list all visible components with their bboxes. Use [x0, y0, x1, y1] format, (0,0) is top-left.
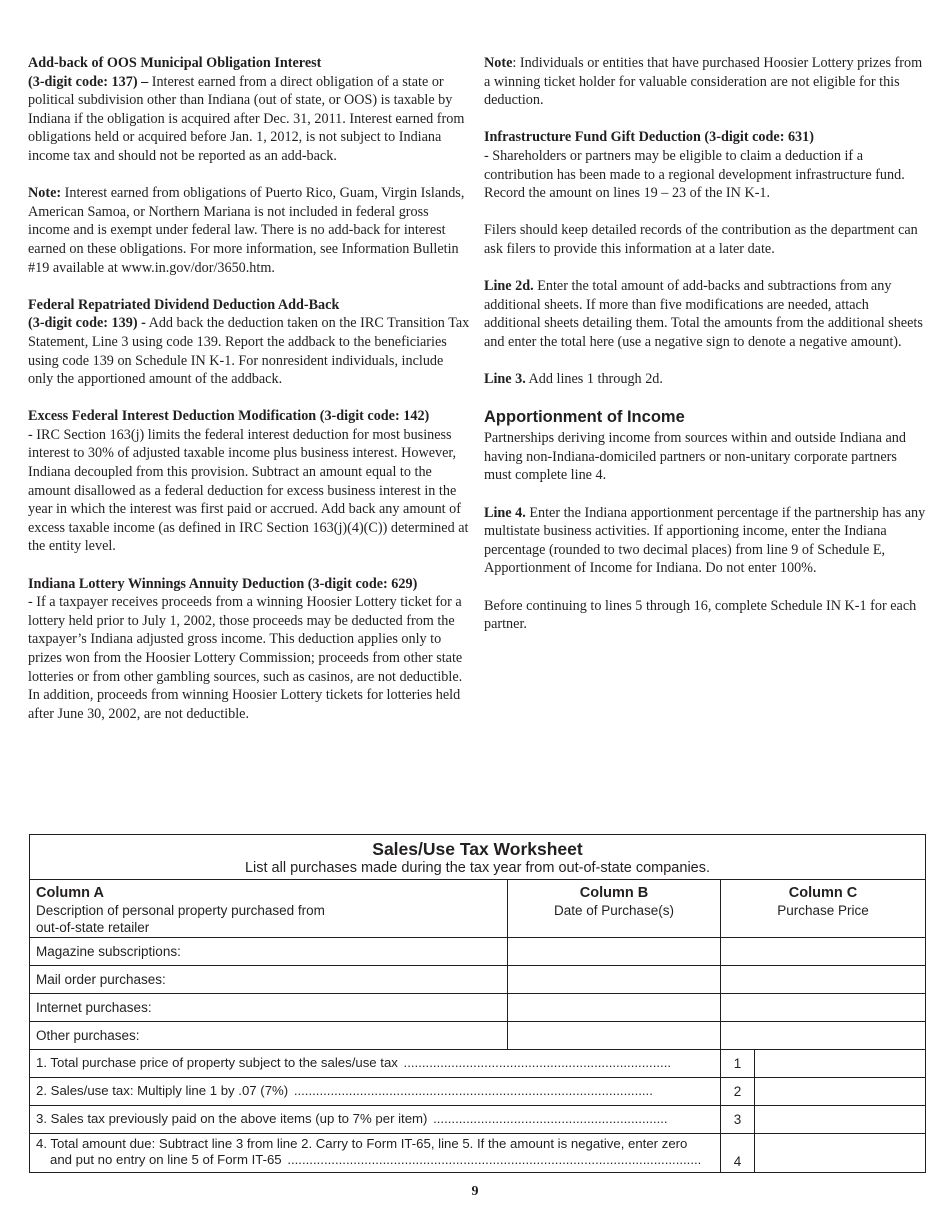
column-b-header — [508, 880, 721, 937]
leader-dots: ......................................................................... — [399, 1055, 672, 1070]
purchase-price-field[interactable] — [721, 966, 925, 993]
before-continuing-text: Before continuing to lines 5 through 16, complete Schedule IN K-1 for each partner. — [484, 597, 917, 633]
line-description — [30, 1134, 721, 1172]
worksheet-subtitle: List all purchases made during the tax year from out-of-state companies. — [244, 860, 711, 876]
purchase-date-field[interactable] — [508, 994, 721, 1021]
line-description — [30, 1078, 721, 1105]
purchase-date-field[interactable] — [508, 938, 721, 965]
line-number: 4 — [721, 1134, 755, 1172]
purchase-row-internet — [30, 994, 925, 1022]
purchase-row-other — [30, 1022, 925, 1050]
line-2-text: 2. Sales/use tax: Multiply line 1 by .07 (7%) — [36, 1083, 289, 1098]
note-label: Note — [484, 55, 513, 71]
column-c-title: Column C — [788, 885, 858, 901]
line-4-section — [484, 504, 926, 578]
repatriated-code: (3-digit code: 139) - — [28, 315, 146, 332]
purchase-price-field[interactable] — [721, 994, 925, 1021]
column-b-title: Column B — [579, 885, 649, 901]
infrastructure-section — [484, 128, 926, 202]
line-3-section — [484, 370, 926, 389]
repatriated-text: Add back the deduction taken on the IRC Transition Tax Statement, Line 3 using code 139. Report the addback to the beneficiaries using code 139 on Schedule IN K-1. For nonresident individuals, include only the apportioned amount of the addback. — [28, 315, 470, 388]
excess-interest-text: - IRC Section 163(j) limits the federal interest deduction for most business interest to 30% of adjusted taxable income plus business interest. However, Indiana decoupled from this provision. Subtract an amount equal to the amount disallowed as a federal deduction for excess business interest in the year in which the interest was first paid or accrued. Add back any amount of excess taxable income (as defined in IRC Section 163(j)(4)(C)) determined at the entity level. — [28, 426, 469, 555]
line-2-amount-field[interactable] — [755, 1078, 925, 1105]
line-description — [30, 1050, 721, 1077]
line-number: 1 — [721, 1050, 755, 1077]
oos-heading: Add-back of OOS Municipal Obligation Interest — [28, 55, 322, 71]
column-c-header — [721, 880, 925, 937]
apportionment-heading: Apportionment of Income — [484, 408, 685, 427]
lottery-section — [28, 575, 470, 724]
apportionment-text: Partnerships deriving income from sources within and outside Indiana and having non-Indiana-domiciled partners or non-unitary corporate partners must complete line 4. — [484, 430, 906, 484]
repatriated-heading: Federal Repatriated Dividend Deduction Add-Back — [28, 296, 340, 313]
purchase-label: Internet purchases: — [30, 994, 508, 1021]
column-c-desc: Purchase Price — [777, 903, 869, 918]
repatriated-section — [28, 296, 470, 389]
line-3-text: 3. Sales tax previously paid on the above items (up to 7% per item) — [36, 1111, 428, 1126]
line-2d-label: Line 2d. — [484, 278, 534, 295]
line-4-text-2: and put no entry on line 5 of Form IT-65 — [36, 1152, 284, 1168]
line-3-label: Line 3. — [484, 371, 526, 388]
column-header-row — [30, 880, 925, 938]
line-3-amount-field[interactable] — [755, 1106, 925, 1133]
purchase-date-field[interactable] — [508, 1022, 721, 1049]
note-text: : Individuals or entities that have purchased Hoosier Lottery prizes from a winning ticket holder for valuable consideration are not eligible for this deduction. — [484, 55, 923, 109]
purchase-row-magazine — [30, 938, 925, 966]
purchase-price-field[interactable] — [721, 1022, 925, 1049]
lottery-note — [484, 54, 926, 110]
oos-text: Interest earned from a direct obligation of a state or political subdivision other than Indiana (out of state, or OOS) is taxable by Indiana if the obligation is acquired after Dec. 31, 2011. Interest earned from obligations held or acquired before Jan. 1, 2012, is not subject to Indiana income tax and should not be reported as an add-back. — [28, 73, 465, 164]
page-number: 9 — [471, 1184, 479, 1199]
line-description — [30, 1106, 721, 1133]
worksheet-line-2 — [30, 1078, 925, 1106]
line-1-amount-field[interactable] — [755, 1050, 925, 1077]
column-b-desc: Date of Purchase(s) — [553, 903, 675, 918]
line-number: 2 — [721, 1078, 755, 1105]
column-a-desc-1: Description of personal property purchased from — [36, 903, 325, 918]
excess-interest-heading: Excess Federal Interest Deduction Modification (3-digit code: 142) — [28, 408, 430, 425]
line-2d-text: Enter the total amount of add-backs and subtractions from any additional sheets. If more than five modifications are needed, attach additional sheets detailing them. Total the amounts from the additional sheets and enter the total here (use a negative sign to denote a negative amount). — [484, 278, 923, 350]
line-4-text: 4. Total amount due: Subtract line 3 from line 2. Carry to Form IT-65, line 5. If the amount is negative, enter zero — [36, 1136, 688, 1151]
purchase-label: Mail order purchases: — [30, 966, 508, 993]
purchase-label: Other purchases: — [30, 1022, 508, 1049]
infrastructure-heading: Infrastructure Fund Gift Deduction (3-digit code: 631) — [484, 129, 814, 146]
column-a-desc-2: out-of-state retailer — [36, 920, 150, 935]
leader-dots: .................................................................................................. — [290, 1083, 653, 1098]
line-4-text: Enter the Indiana apportionment percentage if the partnership has any multistate business activities. If apportioning income, enter the Indiana percentage (rounded to two decimal places) from line 9 of Schedule E, Apportionment of Income for Indiana. Do not enter 100%. — [484, 504, 926, 577]
records-paragraph: Filers should keep detailed records of the contribution as the department can ask filers to provide this information at a later date. — [484, 222, 918, 257]
infrastructure-text: - Shareholders or partners may be eligible to claim a deduction if a contribution has been made to a regional development infrastructure fund. Record the amount on lines 19 – 23 of the IN K-1. — [484, 147, 905, 202]
line-1-text: 1. Total purchase price of property subject to the sales/use tax — [36, 1055, 398, 1070]
lottery-heading: Indiana Lottery Winnings Annuity Deduction (3-digit code: 629) — [28, 575, 418, 592]
worksheet-header — [30, 835, 925, 880]
worksheet-line-1 — [30, 1050, 925, 1078]
column-a-header — [30, 880, 508, 937]
worksheet-line-4 — [30, 1134, 925, 1172]
leader-dots: ................................................................ — [429, 1111, 668, 1126]
right-column — [484, 54, 926, 652]
sales-use-tax-worksheet — [29, 834, 926, 1173]
line-4-continuation — [36, 1152, 714, 1168]
line-4-label: Line 4. — [484, 504, 526, 521]
oos-section — [28, 54, 470, 166]
left-column — [28, 54, 470, 742]
column-a-title: Column A — [36, 885, 104, 901]
leader-dots: ................................................................................................................. — [283, 1152, 702, 1167]
excess-interest-section — [28, 407, 470, 556]
line-4-amount-field[interactable] — [755, 1134, 925, 1172]
purchase-date-field[interactable] — [508, 966, 721, 993]
worksheet-line-3 — [30, 1106, 925, 1134]
note-text: Interest earned from obligations of Puerto Rico, Guam, Virgin Islands, American Samoa, or Northern Mariana is not included in federal gross income and is exempt under federal law. There is no add-back for interest earned on these obligations. For more information, see Information Bulletin #19 available at www.in.gov/dor/3650.htm. — [28, 185, 465, 276]
line-number: 3 — [721, 1106, 755, 1133]
worksheet-title: Sales/Use Tax Worksheet — [372, 839, 583, 859]
purchase-row-mail-order — [30, 966, 925, 994]
oos-code: (3-digit code: 137) – — [28, 73, 149, 90]
purchase-price-field[interactable] — [721, 938, 925, 965]
line-2d-section — [484, 277, 926, 351]
oos-note — [28, 184, 470, 277]
note-label: Note: — [28, 185, 62, 202]
purchase-label: Magazine subscriptions: — [30, 938, 508, 965]
lottery-text: - If a taxpayer receives proceeds from a winning Hoosier Lottery ticket for a lottery held prior to July 1, 2002, those proceeds may be deducted from the taxpayer’s Indiana adjusted gross income. This deduction applies only to prizes won from the Hoosier Lottery Commission; proceeds from other state lotteries or from other gambling sources, such as casinos, are not deductible. In addition, proceeds from winning Hoosier Lottery tickets for lotteries held after June 30, 2002, are not deductible. — [28, 594, 463, 722]
line-3-text: Add lines 1 through 2d. — [525, 371, 663, 388]
